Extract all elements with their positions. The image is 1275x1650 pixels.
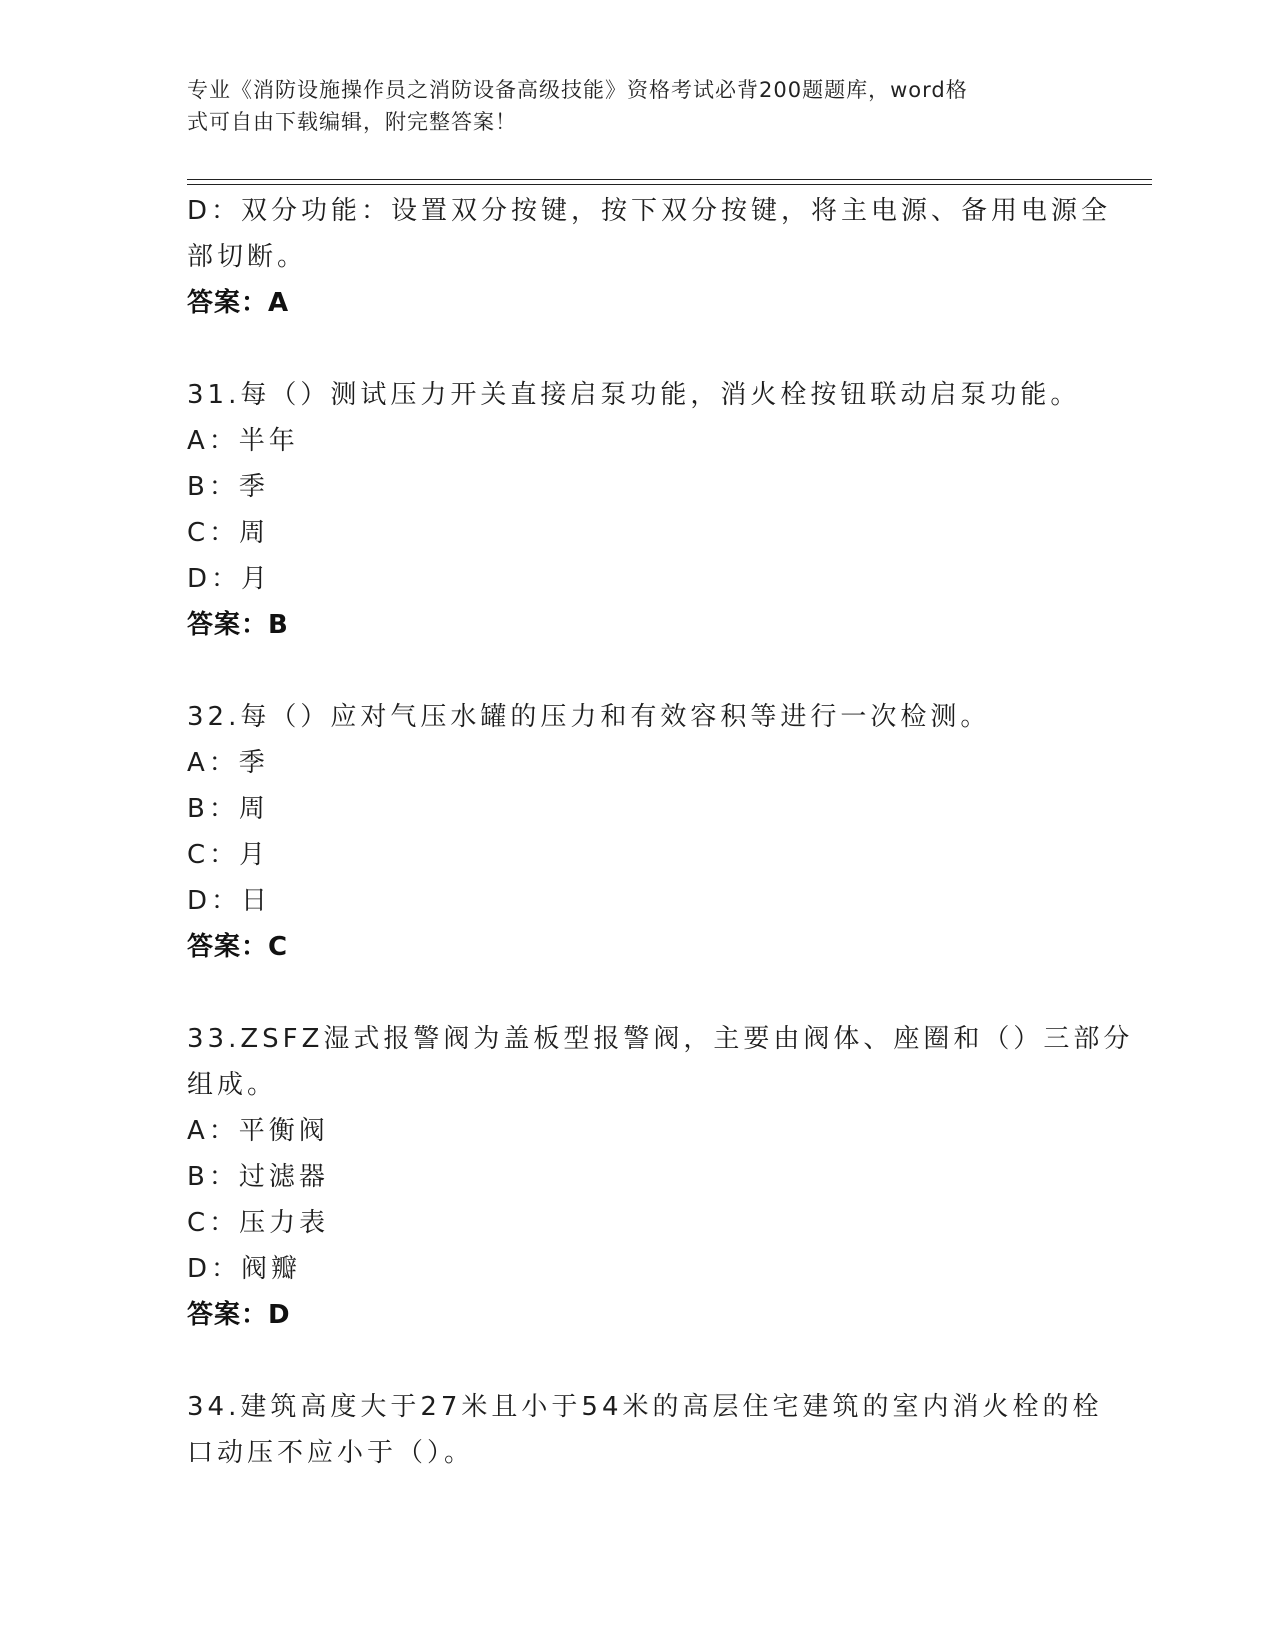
- option-d: D：双分功能：设置双分按键，按下双分按键，将主电源、备用电源全: [187, 196, 1112, 226]
- option-d: D：阀瓣: [187, 1254, 302, 1284]
- question-stem: 31.每（）测试压力开关直接启泵功能，消火栓按钮联动启泵功能。: [187, 380, 1081, 410]
- header-line-2: 式可自由下载编辑，附完整答案！: [187, 110, 517, 134]
- header-rule-top: [187, 179, 1152, 180]
- option-c: C：月: [187, 840, 270, 870]
- option-b: B：周: [187, 794, 269, 824]
- option-a: A：半年: [187, 426, 299, 456]
- question-stem-continued: 口动压不应小于（）。: [187, 1438, 475, 1468]
- question-stem: 32.每（）应对气压水罐的压力和有效容积等进行一次检测。: [187, 702, 991, 732]
- option-d-continued: 部切断。: [187, 242, 308, 272]
- previous-question-tail: [187, 188, 1112, 326]
- option-a: A：季: [187, 748, 269, 778]
- answer-label: 答案：D: [187, 1300, 291, 1330]
- answer-label: 答案：A: [187, 288, 290, 318]
- question-33: [187, 1016, 1134, 1338]
- spacer: [187, 648, 1087, 694]
- option-b: B：季: [187, 472, 269, 502]
- document-header: [187, 74, 1067, 138]
- question-content: [187, 188, 1134, 1476]
- answer-label: 答案：C: [187, 932, 289, 962]
- question-stem: 34.建筑高度大于27米且小于54米的高层住宅建筑的室内消火栓的栓: [187, 1392, 1103, 1422]
- option-a: A：平衡阀: [187, 1116, 329, 1146]
- question-31: [187, 372, 1087, 648]
- question-stem: 33.ZSFZ湿式报警阀为盖板型报警阀，主要由阀体、座圈和（）三部分: [187, 1024, 1134, 1054]
- header-line-1: 专业《消防设施操作员之消防设备高级技能》资格考试必背200题题库，word格: [187, 78, 968, 102]
- option-d: D：日: [187, 886, 272, 916]
- spacer: [187, 970, 1087, 1016]
- question-32: [187, 694, 1087, 970]
- header-rule-bottom: [187, 184, 1152, 185]
- spacer: [187, 326, 1087, 372]
- option-d: D：月: [187, 564, 272, 594]
- spacer: [187, 1338, 1087, 1384]
- option-b: B：过滤器: [187, 1162, 329, 1192]
- answer-label: 答案：B: [187, 610, 289, 640]
- question-stem-continued: 组成。: [187, 1070, 278, 1100]
- question-34: [187, 1384, 1103, 1476]
- option-c: C：压力表: [187, 1208, 330, 1238]
- option-c: C：周: [187, 518, 270, 548]
